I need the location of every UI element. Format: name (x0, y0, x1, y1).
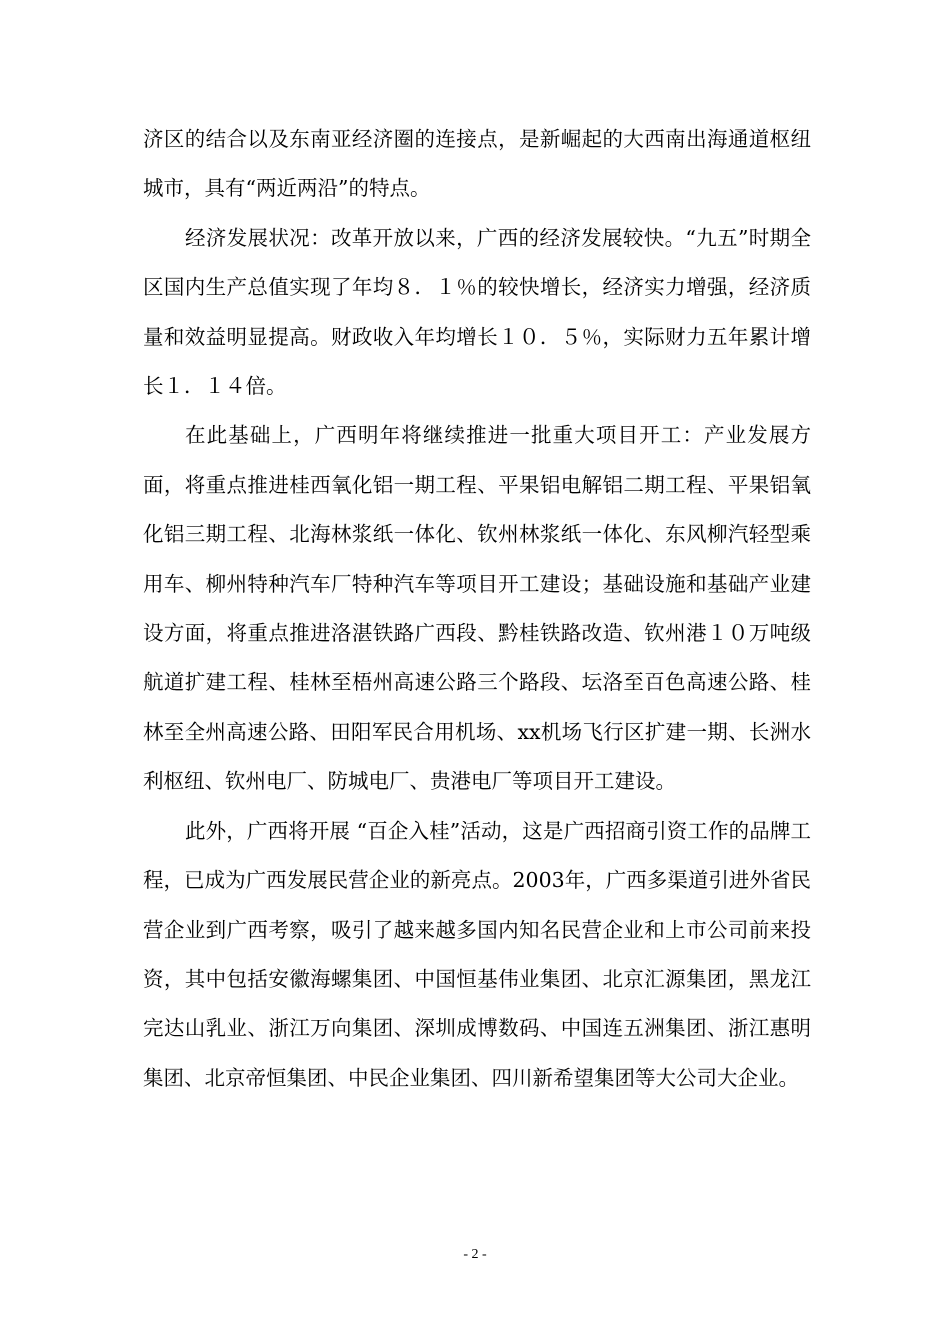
paragraph-economic-status: 经济发展状况：改革开放以来，广西的经济发展较快。“九五”时期全区国内生产总值实现了年均８．１％的较快增长，经济实力增强，经济质量和效益明显提高。财政收入年均增长１０．５％，实际财力五年累计增长１．１４倍。 (143, 225, 811, 399)
paragraph-private-enterprise: 此外，广西将开展 “百企入桂”活动，这是广西招商引资工作的品牌工程，已成为广西发展民营企业的新亮点。2003年，广西多渠道引进外省民营企业到广西考察，吸引了越来越多国内知名民营企业和上市公司前来投资，其中包括安徽海螺集团、中国恒基伟业集团、北京汇源集团，黑龙江完达山乳业、浙江万向集团、深圳成博数码、中国连五洲集团、浙江惠明集团、北京帝恒集团、中民企业集团、四川新希望集团等大公司大企业。 (143, 818, 811, 1090)
document-body (143, 115, 811, 1103)
page-number: - 2 - (463, 1247, 487, 1262)
paragraph-major-projects: 在此基础上，广西明年将继续推进一批重大项目开工：产业发展方面，将重点推进桂西氧化铝一期工程、平果铝电解铝二期工程、平果铝氧化铝三期工程、北海林浆纸一体化、钦州林浆纸一体化、东风柳汽轻型乘用车、柳州特种汽车厂特种汽车等项目开工建设；基础设施和基础产业建设方面，将重点推进洛湛铁路广西段、黔桂铁路改造、钦州港１０万吨级航道扩建工程、桂林至梧州高速公路三个路段、坛洛至百色高速公路、桂林至全州高速公路、田阳军民合用机场、xx机场飞行区扩建一期、长洲水利枢纽、钦州电厂、防城电厂、贵港电厂等项目开工建设。 (143, 423, 811, 794)
paragraph-location-summary: 济区的结合以及东南亚经济圈的连接点，是新崛起的大西南出海通道枢纽城市，具有“两近两沿”的特点。 (143, 127, 811, 201)
